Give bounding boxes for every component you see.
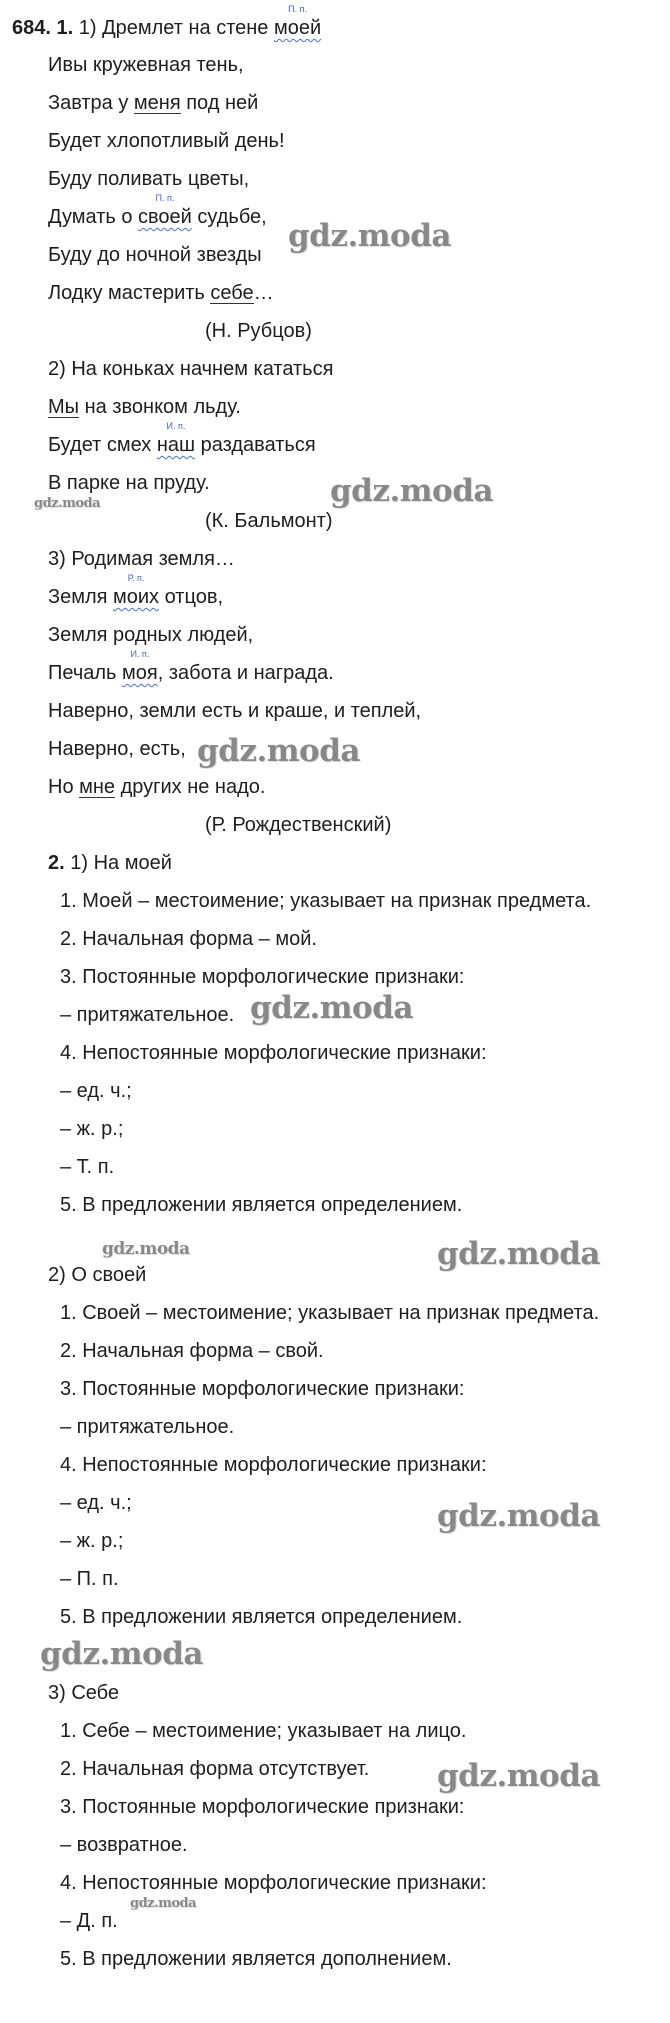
poem2-line4: В парке на пруду. — [48, 472, 210, 494]
watermark: gdz.moda — [130, 1896, 197, 1911]
pronoun-moikh: моих Р. п. — [113, 573, 160, 608]
analysis1-item: 3. Постоянные морфологические признаки: — [60, 966, 465, 988]
poem1-author: (Н. Рубцов) — [205, 320, 312, 342]
poem1-line7: Буду до ночной звезды — [48, 244, 262, 266]
analysis1-item: – притяжательное. — [60, 1004, 235, 1026]
poem2-line1: 2) На коньках начнем кататься — [48, 358, 334, 380]
pronoun-svoey: своей П. п. — [138, 193, 192, 228]
poem1-line1: 684. 1. 1) Дремлет на стене моей П. п. — [12, 4, 322, 39]
pronoun-my: Мы — [48, 396, 80, 418]
case-annotation: П. п. — [288, 4, 307, 14]
analysis2-head: 2) О своей — [48, 1264, 147, 1286]
poem1-line3: Завтра у меня под ней — [48, 92, 259, 114]
poem1-line2: Ивы кружевная тень, — [48, 54, 244, 76]
watermark: gdz.moda — [40, 1636, 203, 1672]
pronoun-sebe: себе — [210, 282, 254, 304]
poem3-line7: Но мне других не надо. — [48, 776, 266, 798]
analysis2-item: 4. Непостоянные морфологические признаки: — [60, 1454, 487, 1476]
poem2-author: (К. Бальмонт) — [205, 510, 333, 532]
poem1-line8: Лодку мастерить себе… — [48, 282, 274, 304]
poem2-line3: Будет смех наш И. п. раздаваться — [48, 421, 316, 456]
analysis1-item: – Т. п. — [60, 1156, 115, 1178]
analysis3-item: 2. Начальная форма отсутствует. — [60, 1758, 370, 1780]
poem3-line1: 3) Родимая земля… — [48, 548, 235, 570]
poem2-line2: Мы на звонком льду. — [48, 396, 241, 418]
analysis1-item: 5. В предложении является определением. — [60, 1194, 463, 1216]
analysis3-item: 5. В предложении является дополнением. — [60, 1948, 452, 1970]
analysis3-item: 4. Непостоянные морфологические признаки: — [60, 1872, 487, 1894]
analysis2-item: – П. п. — [60, 1568, 119, 1590]
poem3-line6: Наверно, есть, — [48, 738, 186, 760]
analysis2-item: 2. Начальная форма – свой. — [60, 1340, 324, 1362]
pronoun-nash: наш И. п. — [156, 421, 196, 456]
poem1-line4: Будет хлопотливый день! — [48, 130, 285, 152]
watermark: gdz.moda — [437, 1236, 600, 1272]
watermark: gdz.moda — [250, 990, 413, 1026]
poem3-line2: Земля моих Р. п. отцов, — [48, 573, 223, 608]
case-annotation: П. п. — [155, 193, 175, 203]
poem3-line4: Печаль моя И. п. , забота и награда. — [48, 649, 334, 684]
analysis2-item: 5. В предложении является определением. — [60, 1606, 463, 1628]
case-annotation: И. п. — [130, 649, 150, 659]
task-number: 684. — [12, 17, 51, 39]
analysis1-item: 4. Непостоянные морфологические признаки: — [60, 1042, 487, 1064]
analysis2-item: – ж. р.; — [60, 1530, 124, 1552]
analysis1-head: 2. 1) На моей — [48, 852, 172, 874]
pronoun-moya: моя И. п. — [122, 649, 158, 684]
analysis1-item: – ед. ч.; — [60, 1080, 132, 1102]
analysis3-item: – Д. п. — [60, 1910, 118, 1932]
case-annotation: И. п. — [166, 421, 186, 431]
poem3-author: (Р. Рождественский) — [205, 814, 392, 836]
pronoun-mne: мне — [79, 776, 116, 798]
analysis2-item: 3. Постоянные морфологические признаки: — [60, 1378, 465, 1400]
pronoun-moey: моей П. п. — [273, 4, 322, 39]
poem1-line5: Буду поливать цветы, — [48, 168, 250, 190]
analysis1-item: 1. Моей – местоимение; указывает на признак предмета. — [60, 890, 592, 912]
watermark: gdz.moda — [288, 218, 451, 254]
part2-number: 2. — [48, 852, 65, 874]
watermark: gdz.moda — [437, 1498, 600, 1534]
analysis3-item: – возвратное. — [60, 1834, 188, 1856]
part1-number: 1. — [56, 17, 74, 39]
watermark: gdz.moda — [34, 496, 101, 511]
watermark: gdz.moda — [197, 733, 360, 769]
pronoun-menya: меня — [133, 92, 181, 114]
analysis2-item: – притяжательное. — [60, 1416, 235, 1438]
analysis3-item: 1. Себе – местоимение; указывает на лицо. — [60, 1720, 467, 1742]
watermark: gdz.moda — [102, 1239, 190, 1259]
analysis2-item: – ед. ч.; — [60, 1492, 132, 1514]
poem3-line3: Земля родных людей, — [48, 624, 254, 646]
analysis1-item: 2. Начальная форма – мой. — [60, 928, 317, 950]
watermark: gdz.moda — [437, 1758, 600, 1794]
poem3-line5: Наверно, земли есть и краше, и теплей, — [48, 700, 422, 722]
analysis3-item: 3. Постоянные морфологические признаки: — [60, 1796, 465, 1818]
watermark: gdz.moda — [330, 473, 493, 509]
case-annotation: Р. п. — [127, 573, 145, 583]
poem1-line6: Думать о своей П. п. судьбе, — [48, 193, 267, 228]
analysis3-head: 3) Себе — [48, 1682, 120, 1704]
analysis2-item: 1. Своей – местоимение; указывает на признак предмета. — [60, 1302, 600, 1324]
analysis1-item: – ж. р.; — [60, 1118, 124, 1140]
